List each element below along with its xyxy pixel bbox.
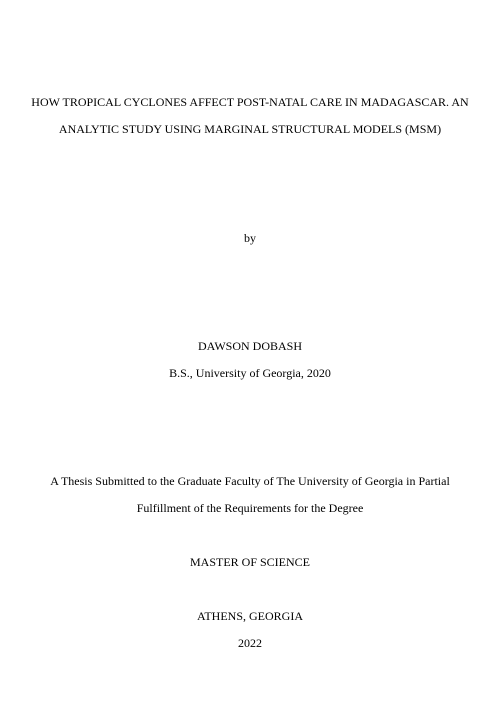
by-label: by (244, 231, 256, 245)
thesis-title-line-2: ANALYTIC STUDY USING MARGINAL STRUCTURAL MODELS (MSM) (58, 122, 442, 136)
thesis-title-line-1: HOW TROPICAL CYCLONES AFFECT POST-NATAL CARE IN MADAGASCAR. AN (31, 95, 469, 109)
year: 2022 (238, 636, 262, 650)
author-name: DAWSON DOBASH (197, 339, 303, 353)
submission-statement-line-1: A Thesis Submitted to the Graduate Faculty of The University of Georgia in Partial (50, 474, 450, 488)
submission-statement-line-2: Fulfillment of the Requirements for the Degree (136, 501, 364, 515)
place: ATHENS, GEORGIA (197, 609, 303, 623)
prior-degree: B.S., University of Georgia, 2020 (169, 366, 331, 380)
degree-name: MASTER OF SCIENCE (189, 555, 311, 569)
